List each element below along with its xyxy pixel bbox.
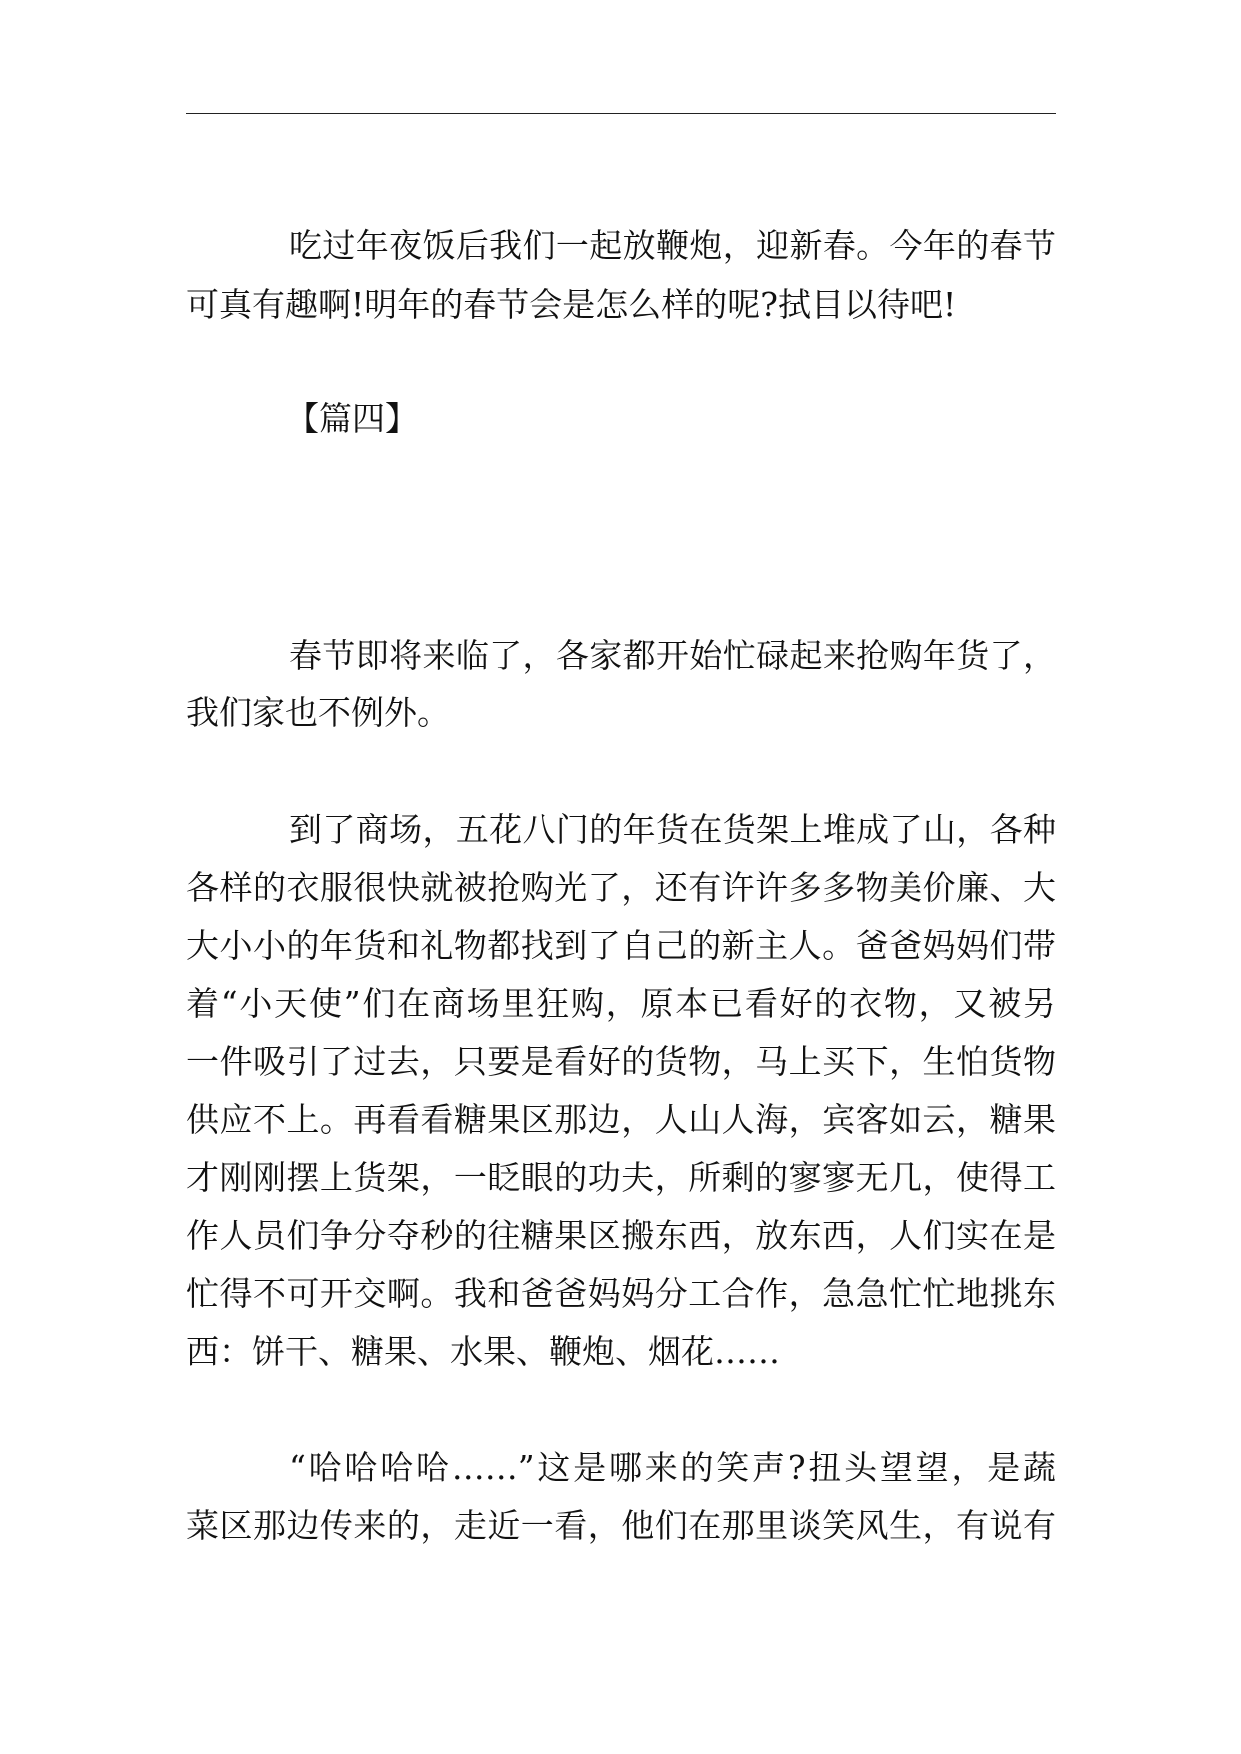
paragraph-line: 一件吸引了过去，只要是看好的货物，马上买下，生怕货物 — [186, 1042, 1056, 1081]
paragraph-line: 忙得不可开交啊。我和爸爸妈妈分工合作，急急忙忙地挑东 — [186, 1274, 1056, 1313]
paragraph-line: 供应不上。再看看糖果区那边，人山人海，宾客如云，糖果 — [186, 1100, 1056, 1139]
paragraph-line: 大小小的年货和礼物都找到了自己的新主人。爸爸妈妈们带 — [186, 926, 1056, 965]
paragraph-line: 春节即将来临了，各家都开始忙碌起来抢购年货了， — [289, 636, 1056, 675]
paragraph-line: 可真有趣啊!明年的春节会是怎么样的呢?拭目以待吧! — [186, 285, 957, 324]
paragraph-line: 才刚刚摆上货架，一眨眼的功夫，所剩的寥寥无几，使得工 — [186, 1158, 1056, 1197]
paragraph-line: 着“小天使”们在商场里狂购，原本已看好的衣物，又被另 — [186, 984, 1056, 1023]
paragraph-line: 菜区那边传来的，走近一看，他们在那里谈笑风生，有说有 — [186, 1506, 1056, 1545]
header-rule — [186, 113, 1056, 114]
paragraph-line: 到了商场，五花八门的年货在货架上堆成了山，各种 — [289, 810, 1056, 849]
paragraph-line: 西：饼干、糖果、水果、鞭炮、烟花…… — [186, 1332, 780, 1371]
paragraph-line: “哈哈哈哈……”这是哪来的笑声?扭头望望，是蔬 — [289, 1448, 1056, 1487]
section-heading: 【篇四】 — [286, 399, 418, 438]
paragraph-line: 作人员们争分夺秒的往糖果区搬东西，放东西，人们实在是 — [186, 1216, 1056, 1255]
paragraph-line: 各样的衣服很快就被抢购光了，还有许许多多物美价廉、大 — [186, 868, 1056, 907]
paragraph-line: 我们家也不例外。 — [186, 693, 450, 732]
paragraph-line: 吃过年夜饭后我们一起放鞭炮，迎新春。今年的春节 — [289, 226, 1056, 265]
